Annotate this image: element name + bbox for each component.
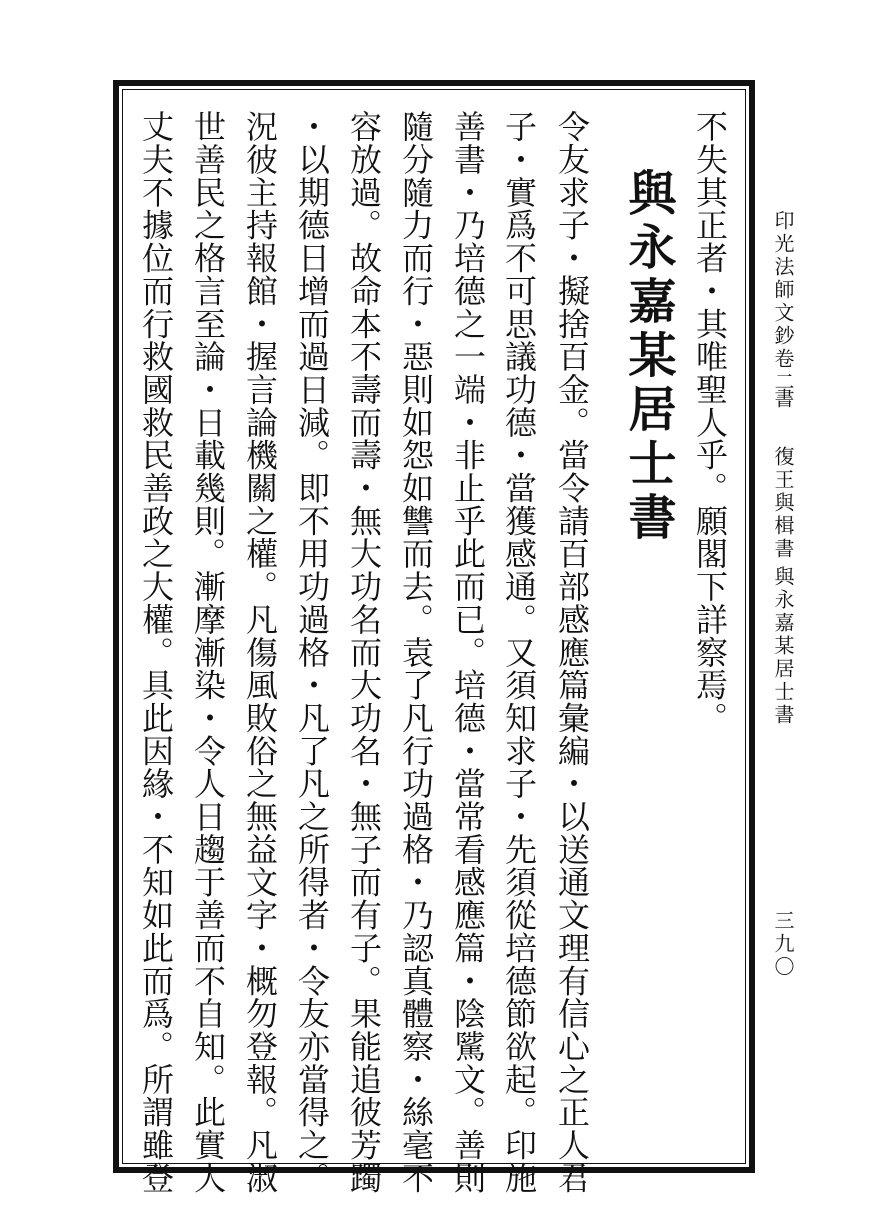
page-number: 三九〇 (771, 910, 795, 979)
letter-title: 與永嘉某居士書 (620, 168, 676, 546)
text-column: ・以期德日增而過日減。即不用功過格・凡了凡之所得者・令友亦當得之。 (293, 110, 331, 1195)
text-column: 況彼主持報館・握言論機關之權。凡傷風敗俗之無益文字・概勿登報。凡淑 (241, 110, 279, 1195)
text-column: 丈夫不據位而行救國救民善政之大權。具此因緣・不知如此而爲。所謂雖登 (137, 110, 175, 1195)
running-header-prev-letter: 復王與楫書 (771, 446, 795, 561)
text-column: 世善民之格言至論・日載幾則。漸摩漸染・令人日趨于善而不自知。此實大 (189, 110, 227, 1195)
text-column: 容放過。故命本不壽而壽・無大功名而大功名・無子而有子。果能追彼芳躅 (345, 110, 383, 1195)
running-header-current-letter: 與永嘉某居士書 (771, 566, 795, 727)
running-header-book-title: 印光法師文鈔卷二 (771, 210, 795, 394)
running-header-section: 書 (771, 388, 795, 411)
text-column: 令友求子・擬捨百金。當令請百部感應篇彙編・以送通文理有信心之正人君 (553, 110, 591, 1195)
text-column: 隨分隨力而行・惡則如怨如讐而去。袁了凡行功過格・乃認真體察・絲毫不 (397, 110, 435, 1195)
text-column: 子・實爲不可思議功德・當獲感通。又須知求子・先須從培德節欲起。印施 (500, 110, 538, 1195)
continuation-line: 不失其正者・其唯聖人乎。願閣下詳察焉。 (691, 110, 729, 735)
text-column: 善書・乃培德之一端・非止乎此而已。培德・當常看感應篇・陰騭文。善則 (449, 110, 487, 1195)
